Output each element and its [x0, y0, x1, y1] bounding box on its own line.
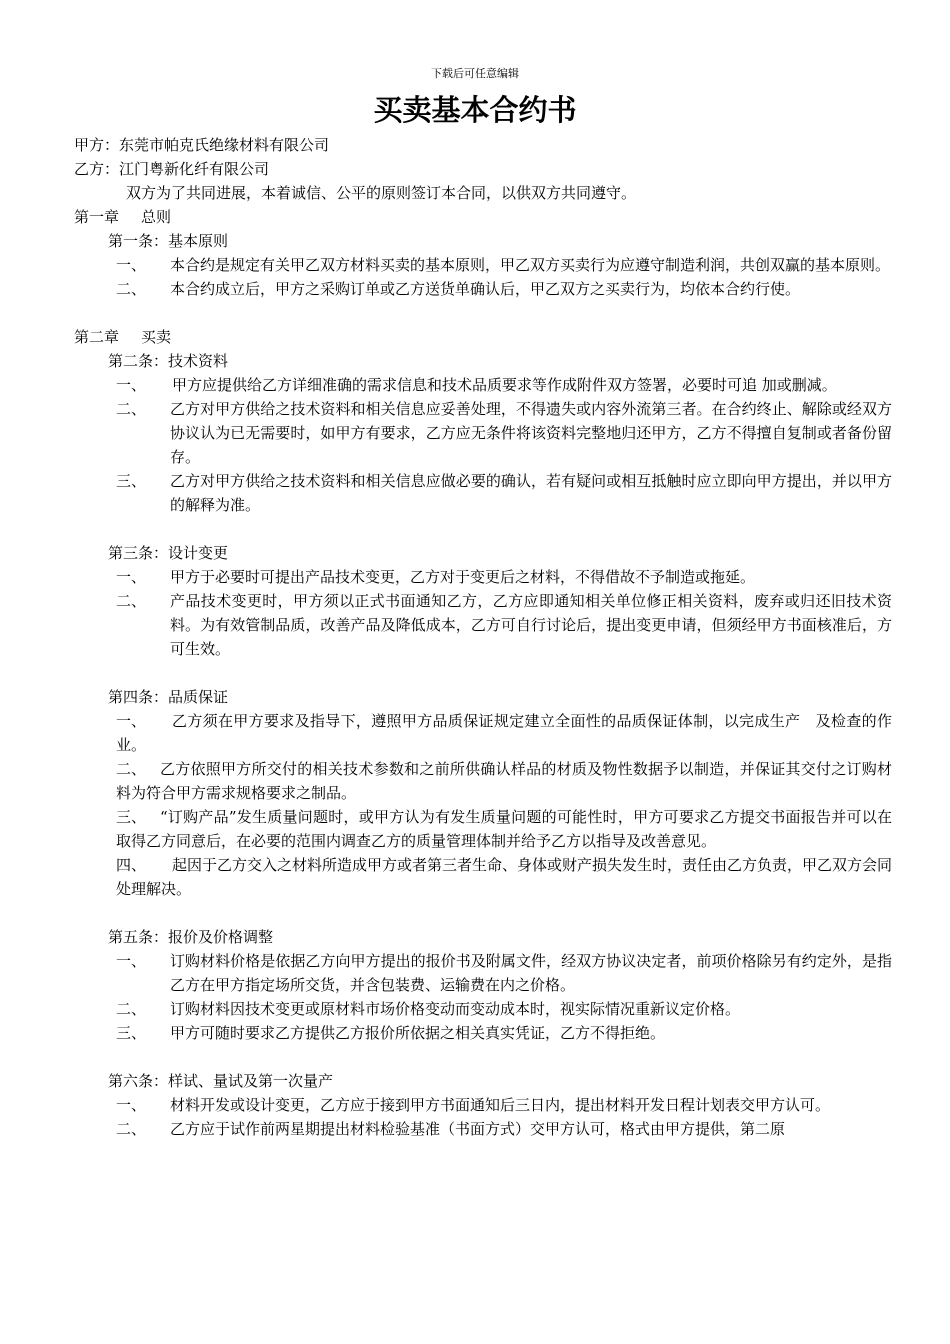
clause-text: 甲方应提供给乙方详细准确的需求信息和技术品质要求等作成附件双方签署，必要时可追 加或删减。	[172, 376, 837, 394]
clause-number: 二、	[116, 592, 147, 610]
clause	[0, 589, 950, 661]
clause-number: 三、	[116, 472, 147, 490]
clause	[0, 373, 950, 397]
clause-text: 订购材料价格是依据乙方向甲方提出的报价书及附属文件，经双方协议决定者，前项价格除另有约定外，是指乙方在甲方指定场所交货，并含包装费、运输费在内之价格。	[170, 952, 892, 994]
clause	[0, 853, 950, 901]
clause	[0, 253, 950, 277]
article-2-title: 第二条：技术资料	[108, 352, 229, 370]
clause-text: 材料开发或设计变更，乙方应于接到甲方书面通知后三日内，提出材料开发日程计划表交甲方认可。	[170, 1096, 831, 1114]
clause-number: 二、	[116, 1120, 147, 1138]
chapter-name: 总则	[141, 208, 172, 226]
clause	[0, 709, 950, 757]
chapter-label: 第二章	[74, 328, 120, 346]
document-title: 买卖基本合约书	[373, 93, 577, 127]
intro-paragraph: 双方为了共同进展，本着诚信、公平的原则签订本合同，以供双方共同遵守。	[126, 184, 637, 202]
clause-text: 本合约是规定有关甲乙双方材料买卖的基本原则，甲乙双方买卖行为应遵守制造利润，共创双赢的基本原则。	[170, 256, 891, 274]
clause-number: 一、	[116, 952, 147, 970]
clause	[0, 757, 950, 805]
article-3-title: 第三条：设计变更	[108, 544, 229, 562]
article-6-title: 第六条：样试、量试及第一次量产	[108, 1072, 334, 1090]
clause	[0, 277, 950, 301]
clause-number: 一、	[116, 256, 147, 274]
document-body	[0, 133, 950, 1141]
clause	[0, 997, 950, 1021]
clause	[0, 397, 950, 469]
chapter-2-heading	[0, 325, 950, 349]
clause-text: “订购产品”发生质量问题时，或甲方认为有发生质量问题的可能性时，甲方可要求乙方提交书面报告并可以在取得乙方同意后，在必要的范围内调查乙方的质量管理体制并给予乙方以指导及改善意见。	[116, 808, 892, 850]
article-1-title: 第一条：基本原则	[108, 232, 229, 250]
clause	[0, 805, 950, 853]
clause-number: 二、	[116, 760, 147, 778]
clause	[0, 565, 950, 589]
clause-number: 一、	[116, 712, 147, 730]
clause-text: 起因于乙方交入之材料所造成甲方或者第三者生命、身体或财产损失发生时，责任由乙方负责，甲乙双方会同处理解决。	[116, 856, 893, 898]
article-5-title: 第五条：报价及价格调整	[108, 928, 274, 946]
clause-text: 乙方对甲方供给之技术资料和相关信息应妥善处理，不得遗失或内容外流第三者。在合约终止、解除或经双方协议认为已无需要时，如甲方有要求，乙方应无条件将该资料完整地归还甲方，乙方不得擅自复制或者备份留存。	[170, 400, 892, 466]
clause-text: 乙方应于试作前两星期提出材料检验基准（书面方式）交甲方认可，格式由甲方提供，第二原	[170, 1120, 786, 1138]
clause-text: 甲方于必要时可提出产品技术变更，乙方对于变更后之材料，不得借故不予制造或拖延。	[170, 568, 756, 586]
clause-number: 一、	[116, 568, 147, 586]
party-b: 乙方：江门粤新化纤有限公司	[74, 160, 270, 178]
clause	[0, 1093, 950, 1117]
clause-number: 二、	[116, 280, 147, 298]
clause-text: 订购材料因技术变更或原材料市场价格变动而变动成本时，视实际情况重新议定价格。	[170, 1000, 741, 1018]
clause-text: 本合约成立后，甲方之采购订单或乙方送货单确认后，甲乙双方之买卖行为，均依本合约行使。	[170, 280, 801, 298]
article-4-title: 第四条：品质保证	[108, 688, 229, 706]
clause-number: 二、	[116, 400, 147, 418]
clause-number: 四、	[116, 856, 147, 874]
chapter-1-heading	[0, 205, 950, 229]
chapter-label: 第一章	[74, 208, 120, 226]
clause	[0, 949, 950, 997]
clause	[0, 1117, 950, 1141]
clause-number: 三、	[116, 808, 147, 826]
clause-number: 二、	[116, 1000, 147, 1018]
clause-number: 三、	[116, 1024, 147, 1042]
header-note: 下载后可任意编辑	[431, 67, 519, 80]
clause-text: 甲方可随时要求乙方提供乙方报价所依据之相关真实凭证，乙方不得拒绝。	[170, 1024, 666, 1042]
clause-text: 乙方依照甲方所交付的相关技术参数和之前所供确认样品的材质及物性数据予以制造，并保证其交付之订购材料为符合甲方需求规格要求之制品。	[116, 760, 892, 802]
clause-text: 乙方对甲方供给之技术资料和相关信息应做必要的确认，若有疑问或相互抵触时应立即向甲方提出，并以甲方的解释为准。	[170, 472, 892, 514]
clause-text: 产品技术变更时，甲方须以正式书面通知乙方，乙方应即通知相关单位修正相关资料，废弃或归还旧技术资料。为有效管制品质，改善产品及降低成本，乙方可自行讨论后，提出变更申请，但须经甲方书面核准后，方可生效。	[170, 592, 892, 658]
chapter-name: 买卖	[141, 328, 172, 346]
clause-text: 乙方须在甲方要求及指导下，遵照甲方品质保证规定建立全面性的品质保证体制，以完成生产 及检查的作业。	[116, 712, 892, 754]
clause-number: 一、	[116, 376, 147, 394]
party-a: 甲方：东莞市帕克氏绝缘材料有限公司	[74, 136, 330, 154]
clause	[0, 469, 950, 517]
clause-number: 一、	[116, 1096, 147, 1114]
clause	[0, 1021, 950, 1045]
